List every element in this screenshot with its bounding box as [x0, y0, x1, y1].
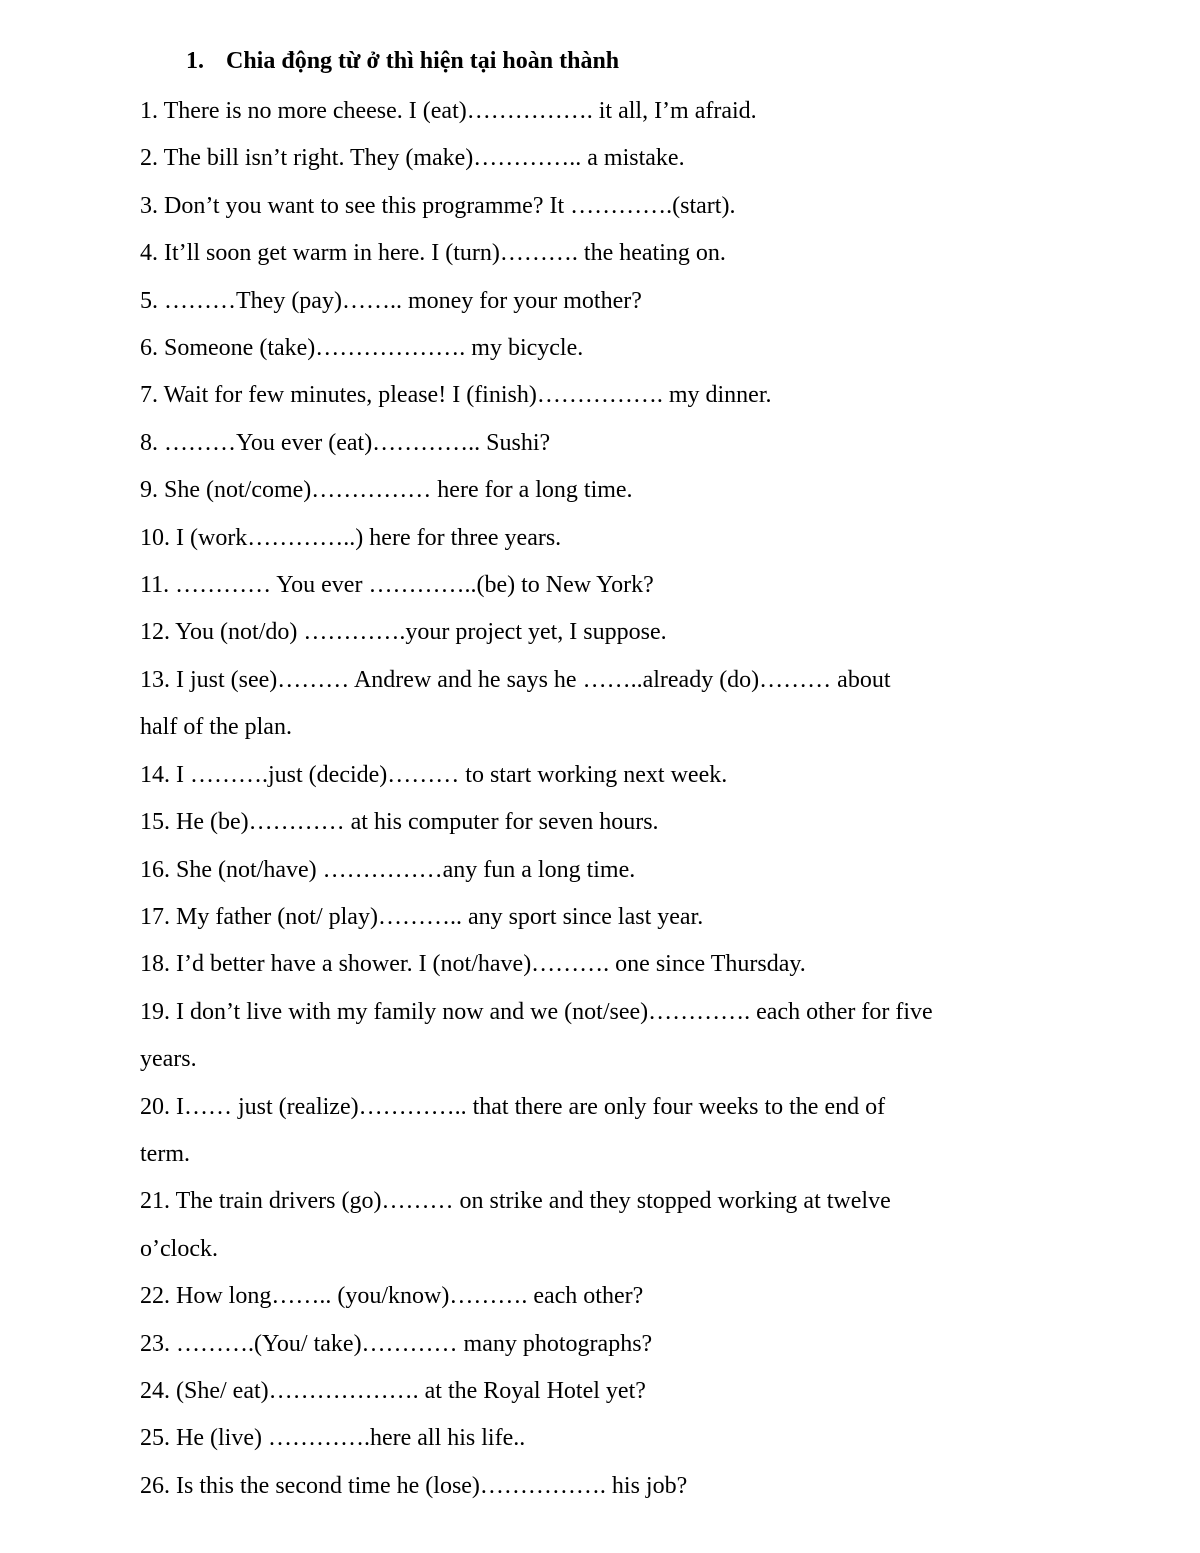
- section-heading: [186, 44, 619, 78]
- exercise-line: 22. How long…….. (you/know)………. each other?: [140, 1283, 644, 1310]
- exercise-line: term.: [140, 1140, 190, 1167]
- exercise-line: 8. ………You ever (eat)………….. Sushi?: [140, 429, 551, 456]
- exercise-line: 4. It’ll soon get warm in here. I (turn)………. the heating on.: [140, 240, 726, 267]
- exercise-line: 26. Is this the second time he (lose)……………. his job?: [140, 1472, 688, 1499]
- exercise-line: 2. The bill isn’t right. They (make)………….. a mistake.: [140, 145, 685, 172]
- exercise-line: 20. I…… just (realize)………….. that there are only four weeks to the end of: [140, 1093, 886, 1120]
- exercise-line: 7. Wait for few minutes, please! I (finish)……………. my dinner.: [140, 382, 772, 409]
- exercise-line: 13. I just (see)……… Andrew and he says he ……..already (do)……… about: [140, 666, 891, 693]
- section-number: 1.: [186, 48, 204, 74]
- exercise-line: 14. I ……….just (decide)……… to start working next week.: [140, 761, 728, 788]
- exercise-line: 15. He (be)………… at his computer for seven hours.: [140, 809, 659, 836]
- exercise-line: 21. The train drivers (go)……… on strike and they stopped working at twelve: [140, 1188, 891, 1215]
- exercise-line: 9. She (not/come)…………… here for a long time.: [140, 477, 633, 504]
- exercise-line: 6. Someone (take)………………. my bicycle.: [140, 335, 584, 362]
- exercise-line: 25. He (live) ………….here all his life..: [140, 1425, 526, 1452]
- exercise-line: 1. There is no more cheese. I (eat)……………. it all, I’m afraid.: [140, 98, 757, 124]
- exercise-line: 11. ………… You ever …………..(be) to New York?: [140, 572, 654, 599]
- exercise-line: years.: [140, 1046, 197, 1073]
- exercise-line: half of the plan.: [140, 714, 292, 741]
- section-title: Chia động từ ở thì hiện tại hoàn thành: [226, 48, 620, 74]
- exercise-line: 17. My father (not/ play)……….. any sport since last year.: [140, 903, 704, 930]
- exercise-line: 5. ………They (pay)…….. money for your mother?: [140, 287, 642, 314]
- exercise-line: 18. I’d better have a shower. I (not/have)………. one since Thursday.: [140, 951, 806, 978]
- exercise-line: 12. You (not/do) ………….your project yet, I suppose.: [140, 619, 667, 646]
- exercise-line: 16. She (not/have) ……………any fun a long time.: [140, 856, 636, 883]
- exercise-line: o’clock.: [140, 1235, 218, 1262]
- exercise-list: [140, 88, 1080, 1510]
- exercise-line: 10. I (work…………..) here for three years.: [140, 524, 562, 551]
- exercise-line: 19. I don’t live with my family now and we (not/see)…………. each other for five: [140, 998, 933, 1025]
- exercise-line: 3. Don’t you want to see this programme? It ………….(start).: [140, 192, 736, 219]
- exercise-line: 24. (She/ eat)………………. at the Royal Hotel yet?: [140, 1377, 646, 1404]
- exercise-line: 23. ……….(You/ take)………… many photographs?: [140, 1330, 653, 1357]
